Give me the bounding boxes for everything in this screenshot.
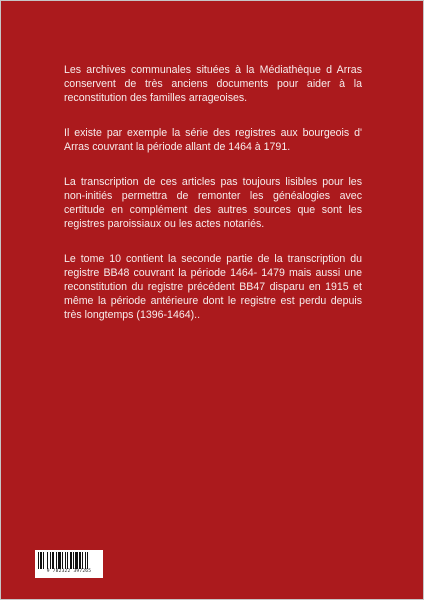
barcode-stripe [82,552,83,569]
description-text [64,63,362,322]
paragraph-volume: Le tome 10 contient la seconde partie de la transcription du registre BB48 couvrant la période 1464- 1479 mais aussi une reconstitution du registre précédent BB47 disparu en 1915 et même la période antérieure dont le registre est perdu depuis très longtemps (1396-1464).. [64,253,362,321]
barcode-stripe [85,552,86,569]
barcode-stripe [65,552,66,569]
barcode-stripe [38,552,39,569]
barcode-stripe [58,552,61,569]
isbn-barcode [35,550,103,578]
barcode-bars [38,552,100,569]
barcode-stripe [50,552,51,569]
paragraph-transcription: La transcription de ces articles pas toujours lisibles pour les non-initiés permettra de remonter les généalogies avec certitude en complément des autres sources que sont les registres paroissiaux ou les actes notariés. [64,176,362,230]
barcode-digits: 9 782322 397265 [46,569,92,574]
barcode-stripe [43,552,44,569]
barcode-stripe [67,552,68,569]
barcode-stripe [40,552,42,569]
paragraph-registers: Il existe par exemple la série des registres aux bourgeois d' Arras couvrant la période allant de 1464 à 1791. [64,127,362,153]
barcode-stripe [52,552,54,569]
barcode-stripe [62,552,63,569]
paragraph-archives: Les archives communales situées à la Médiathèque d Arras conservent de très anciens documents pour aider à la reconstitution des familles arrageoises. [64,64,362,104]
barcode-stripe [87,552,88,569]
barcode-stripe [79,552,81,569]
barcode-stripe [75,552,78,569]
barcode-stripe [47,552,48,569]
barcode-stripe [70,552,72,569]
barcode-stripe [73,552,74,569]
barcode-stripe [56,552,57,569]
